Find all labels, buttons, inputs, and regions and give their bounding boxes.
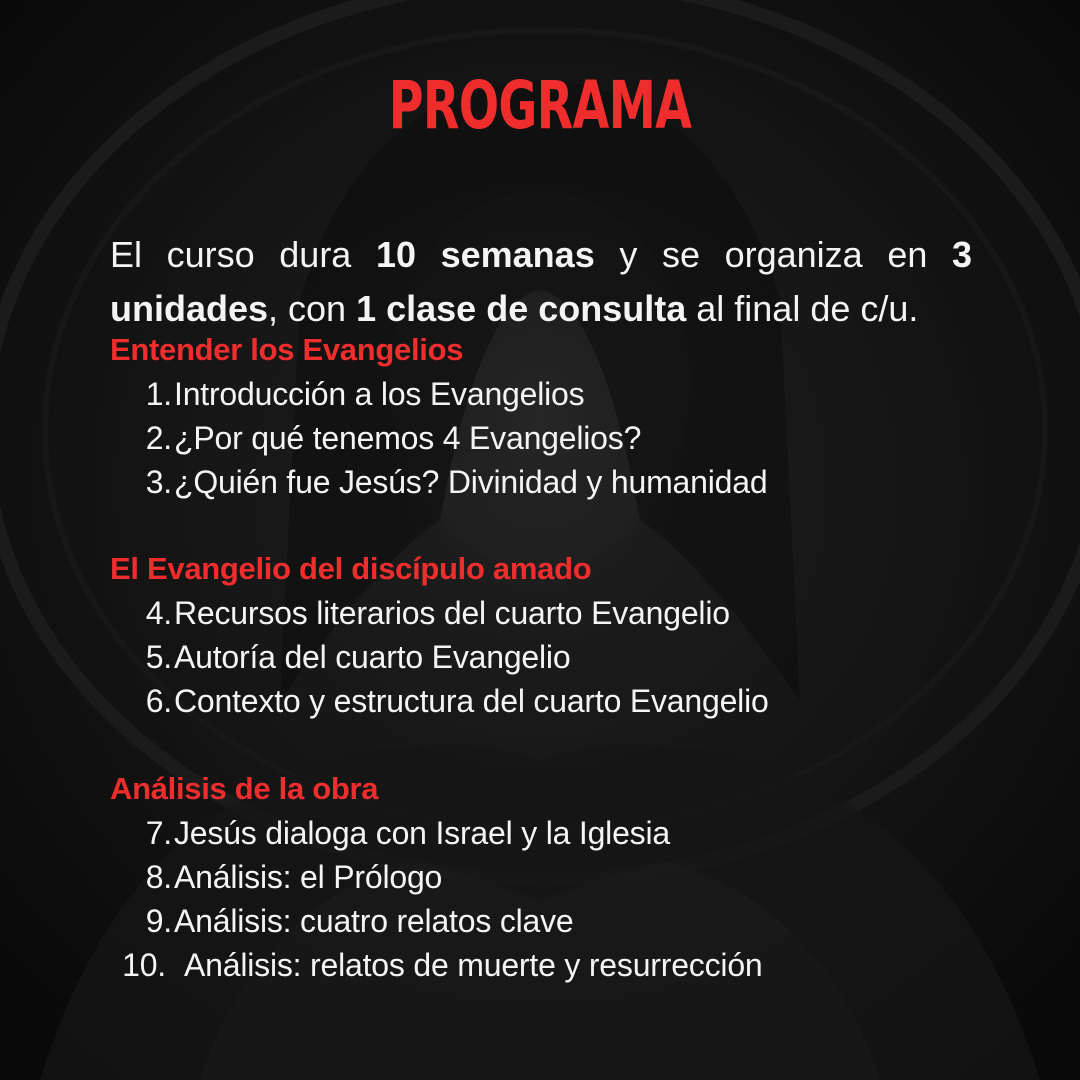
item-number: 1. [145, 376, 172, 412]
intro-duration: 10 semanas [375, 234, 595, 275]
item-text: Introducción a los Evangelios [174, 376, 585, 412]
item-number: 2. [145, 420, 172, 456]
list-item [110, 416, 1010, 460]
unit-2-list [110, 591, 1010, 723]
unit-title: El Evangelio del discípulo amado [110, 551, 592, 586]
item-text: Autoría del cuarto Evangelio [174, 639, 571, 675]
list-item [110, 635, 1010, 679]
item-number: 6. [145, 683, 172, 719]
intro-text-4: al final de c/u. [686, 288, 919, 329]
unit-2 [110, 547, 1010, 723]
intro-text-2: y se organiza en [594, 234, 952, 275]
intro-consultation: 1 clase de consulta [356, 288, 687, 329]
intro-paragraph [110, 228, 972, 336]
unit-title: Análisis de la obra [110, 771, 379, 806]
item-text: ¿Por qué tenemos 4 Evangelios? [174, 420, 642, 456]
item-number: 8. [145, 859, 172, 895]
item-number: 7. [145, 815, 172, 851]
list-item [110, 943, 1010, 987]
page-title: PROGRAMA [388, 67, 692, 144]
intro-units: 3 unidades [110, 234, 973, 329]
list-item [110, 460, 1010, 504]
item-text: Análisis: el Prólogo [174, 859, 443, 895]
list-item [110, 899, 1010, 943]
list-item [110, 855, 1010, 899]
item-number: 5. [145, 639, 172, 675]
item-text: Análisis: cuatro relatos clave [174, 903, 574, 939]
unit-1-list [110, 372, 1010, 504]
item-number: 10. [122, 947, 166, 983]
item-text: Análisis: relatos de muerte y resurrección [184, 947, 763, 983]
item-number: 3. [145, 464, 172, 500]
item-text: Jesús dialoga con Israel y la Iglesia [174, 815, 670, 851]
intro-text-1: El curso dura [110, 234, 376, 275]
unit-title: Entender los Evangelios [110, 332, 464, 367]
item-text: Contexto y estructura del cuarto Evangelio [174, 683, 769, 719]
intro-text-3: , con [268, 288, 357, 329]
list-item [110, 372, 1010, 416]
unit-3 [110, 767, 1010, 987]
list-item [110, 591, 1010, 635]
item-number: 4. [145, 595, 172, 631]
item-text: ¿Quién fue Jesús? Divinidad y humanidad [174, 464, 768, 500]
unit-3-list [110, 811, 1010, 987]
list-item [110, 679, 1010, 723]
item-text: Recursos literarios del cuarto Evangelio [174, 595, 730, 631]
unit-1 [110, 328, 1010, 504]
item-number: 9. [145, 903, 172, 939]
list-item [110, 811, 1010, 855]
